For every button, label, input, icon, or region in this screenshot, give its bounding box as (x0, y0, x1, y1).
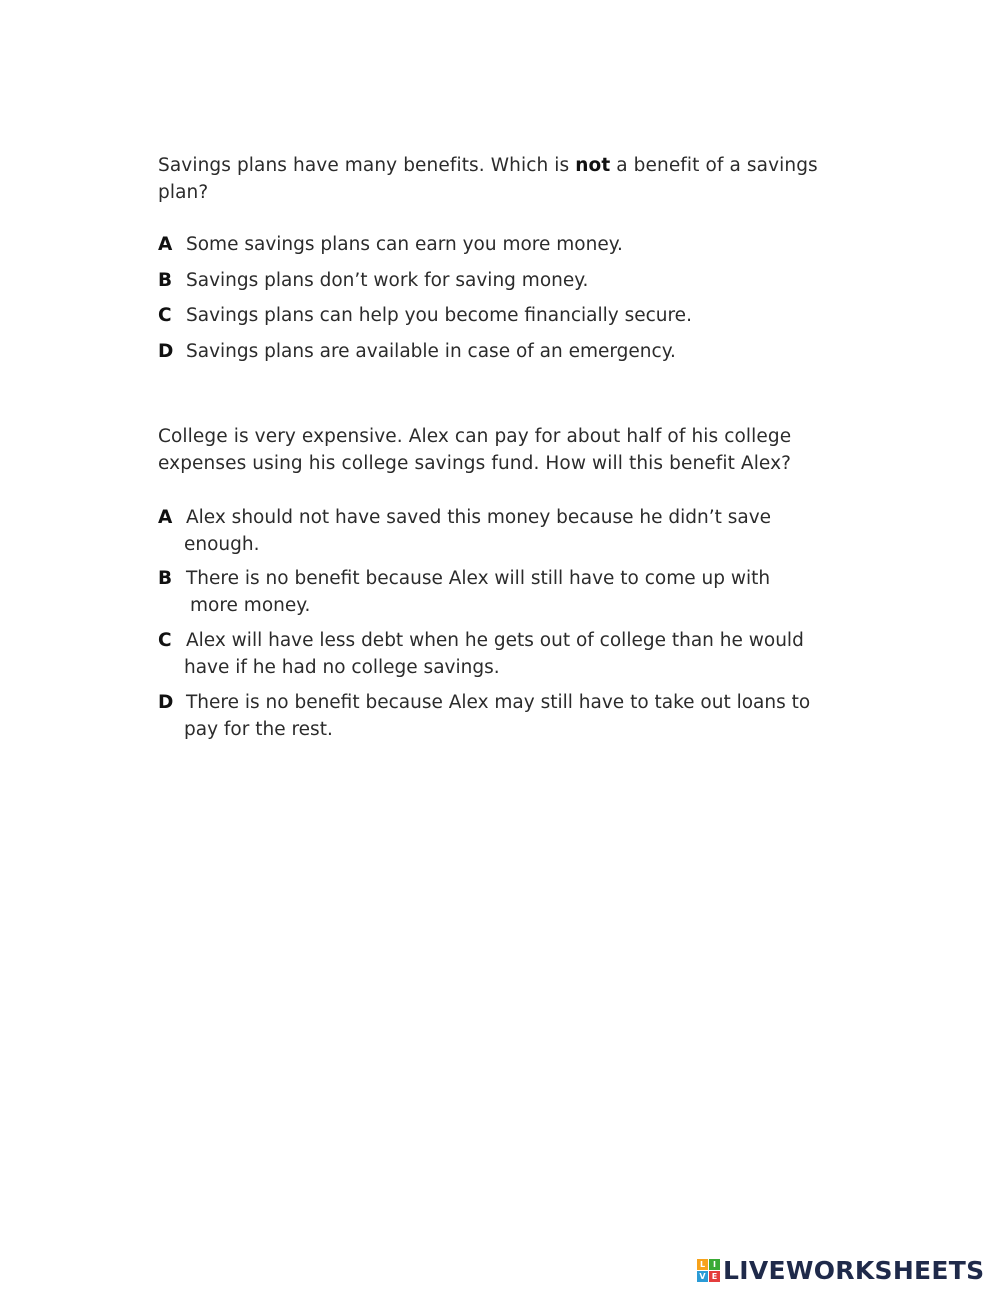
question-1-stem-text: Savings plans have many benefits. Which is (158, 155, 576, 176)
option-letter: C (158, 630, 172, 651)
option-letter: A (158, 507, 173, 528)
option-text: Savings plans can help you become financially secure. (186, 305, 692, 326)
option-letter: B (158, 270, 173, 291)
option-text-line-1: Alex will have less debt when he gets out of college than he would (186, 630, 804, 651)
question-2-option-c[interactable] (158, 627, 804, 681)
option-text-line-2: more money. (190, 595, 311, 616)
question-1-option-c[interactable] (158, 302, 692, 329)
option-text-line-1: Alex should not have saved this money because he didn’t save (186, 507, 772, 528)
option-text-line-1: There is no benefit because Alex may still have to take out loans to (186, 692, 811, 713)
option-text: Savings plans are available in case of an emergency. (186, 341, 676, 362)
liveworksheets-logo (697, 1255, 984, 1285)
option-letter: D (158, 341, 174, 362)
option-text-line-1: There is no benefit because Alex will still have to come up with (186, 568, 771, 589)
question-1-option-b[interactable] (158, 267, 588, 294)
logo-text: LIVEWORKSHEETS (723, 1255, 985, 1285)
option-text-line-2: pay for the rest. (184, 719, 333, 740)
option-letter: B (158, 568, 173, 589)
question-1-stem-text-end: a benefit of a savings plan? (158, 155, 818, 203)
question-1-stem-bold: not (575, 155, 611, 176)
question-2-option-a[interactable] (158, 504, 771, 558)
question-1-option-a[interactable] (158, 231, 623, 258)
question-2-option-b[interactable] (158, 565, 770, 619)
logo-square: L (697, 1259, 708, 1270)
option-text: Savings plans don’t work for saving money. (186, 270, 589, 291)
option-letter: D (158, 692, 174, 713)
question-2-stem-line-2: expenses using his college savings fund. How will this benefit Alex? (158, 453, 792, 474)
logo-square: V (697, 1271, 708, 1282)
question-2-stem-line-1: College is very expensive. Alex can pay for about half of his college (158, 426, 792, 447)
question-2-stem (158, 423, 878, 477)
option-text-line-2: enough. (184, 534, 260, 555)
question-2-option-d[interactable] (158, 689, 810, 743)
logo-square: I (709, 1259, 720, 1270)
option-letter: A (158, 234, 173, 255)
question-1-stem (158, 152, 858, 206)
option-text-line-2: have if he had no college savings. (184, 657, 500, 678)
logo-square: E (709, 1271, 720, 1282)
option-letter: C (158, 305, 172, 326)
question-1-option-d[interactable] (158, 338, 676, 365)
logo-squares-icon (697, 1259, 720, 1282)
option-text: Some savings plans can earn you more money. (186, 234, 623, 255)
